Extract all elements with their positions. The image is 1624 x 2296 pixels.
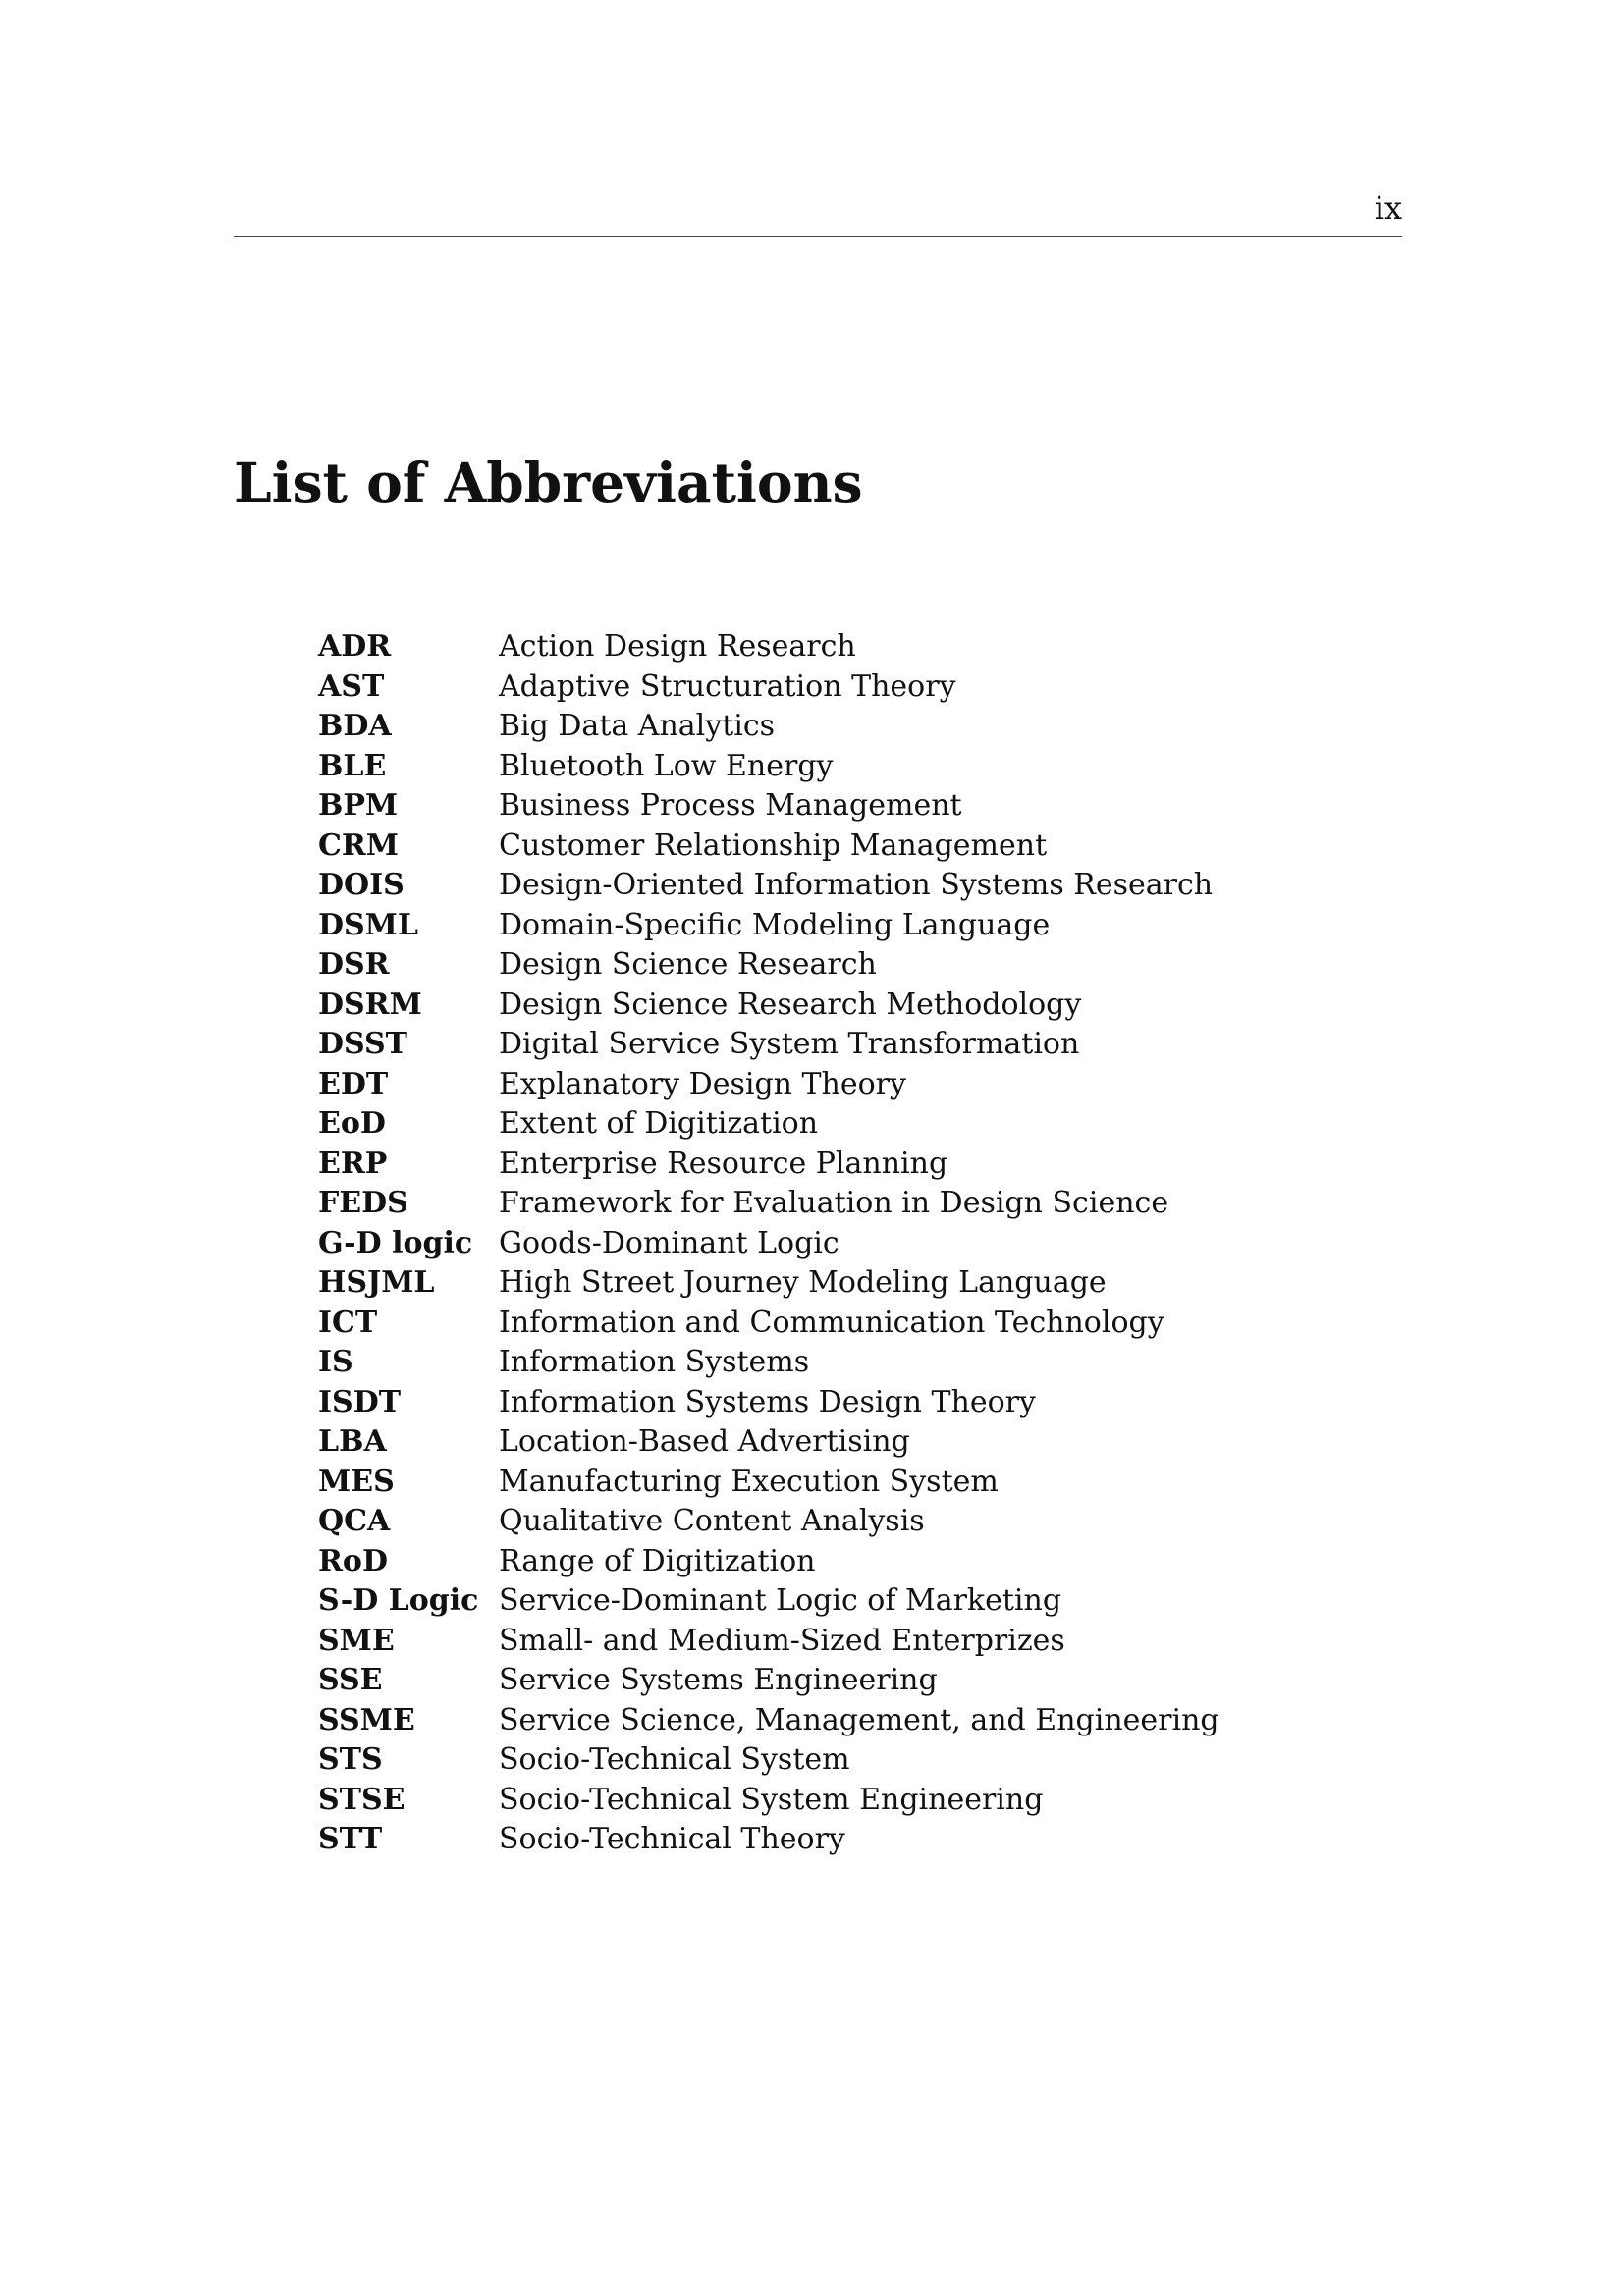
abbreviation-term: AST [318,668,385,704]
abbreviation-term: DSRM [318,987,422,1022]
abbreviation-definition: Business Process Management [499,788,962,823]
abbreviation-term: DOIS [318,868,405,902]
abbreviation-term: STSE [318,1782,406,1817]
abbreviation-entry [318,786,1219,827]
abbreviation-entry [318,1740,1219,1781]
abbreviation-definition: Enterprise Resource Planning [499,1146,948,1181]
abbreviation-term: SSE [318,1663,383,1697]
abbreviation-term: EDT [318,1066,389,1101]
abbreviation-definition: Socio-Technical System [499,1742,850,1777]
abbreviation-term: LBA [318,1424,387,1459]
abbreviation-definition: Qualitative Content Analysis [499,1504,925,1538]
abbreviation-definition: Design-Oriented Information Systems Research [499,868,1214,902]
abbreviation-term: STT [318,1822,383,1856]
abbreviation-entry [318,707,1219,747]
abbreviation-definition: Action Design Research [499,629,856,664]
abbreviation-term: MES [318,1464,395,1499]
abbreviation-definition: Digital Service System Transformation [499,1027,1080,1061]
abbreviation-definition: Service-Dominant Logic of Marketing [499,1583,1062,1618]
abbreviation-term: SSME [318,1702,415,1737]
page-number: ix [1374,189,1402,227]
abbreviation-entry [318,1581,1219,1622]
abbreviation-entry [318,1622,1219,1662]
abbreviation-entry [318,1463,1219,1503]
abbreviation-entry [318,1145,1219,1185]
abbreviation-definition: Range of Digitization [499,1543,816,1578]
abbreviation-term: DSR [318,947,390,982]
abbreviation-definition: Information Systems Design Theory [499,1384,1036,1419]
abbreviation-entry [318,1820,1219,1860]
abbreviation-term: STS [318,1742,383,1777]
abbreviation-term: BLE [318,748,387,783]
abbreviation-term: S-D Logic [318,1583,479,1618]
abbreviation-definition: Adaptive Structuration Theory [499,668,956,704]
abbreviation-entry [318,986,1219,1026]
abbreviation-term: DSML [318,907,418,942]
abbreviation-list [318,627,1219,1860]
abbreviation-definition: Extent of Digitization [499,1106,819,1141]
abbreviation-term: IS [318,1345,353,1379]
abbreviation-entry [318,1542,1219,1582]
abbreviation-term: RoD [318,1543,388,1578]
abbreviation-term: SME [318,1623,395,1658]
abbreviation-term: DSST [318,1027,408,1061]
abbreviation-entry [318,1343,1219,1383]
abbreviation-entry [318,1184,1219,1224]
abbreviation-entry [318,827,1219,867]
abbreviation-term: G-D logic [318,1225,473,1260]
abbreviation-entry [318,1263,1219,1304]
abbreviation-entry [318,1502,1219,1542]
abbreviation-entry [318,1104,1219,1145]
abbreviation-entry [318,1701,1219,1741]
abbreviation-definition: Service Systems Engineering [499,1663,938,1697]
abbreviation-definition: Design Science Research Methodology [499,987,1082,1022]
abbreviation-definition: Big Data Analytics [499,709,776,743]
abbreviation-term: ISDT [318,1384,402,1419]
abbreviation-definition: Goods-Dominant Logic [499,1225,839,1260]
header-rule [234,236,1402,237]
abbreviation-term: FEDS [318,1186,408,1220]
abbreviation-definition: Manufacturing Execution System [499,1464,999,1499]
abbreviation-entry [318,1661,1219,1701]
abbreviation-entry [318,1025,1219,1065]
abbreviation-entry [318,1422,1219,1463]
abbreviation-definition: Design Science Research [499,947,877,982]
abbreviation-entry [318,1781,1219,1821]
abbreviation-term: BDA [318,709,392,743]
abbreviation-term: ICT [318,1305,378,1340]
abbreviation-definition: Location-Based Advertising [499,1424,910,1459]
abbreviation-term: EoD [318,1106,386,1141]
abbreviation-definition: Bluetooth Low Energy [499,748,834,783]
abbreviation-entry [318,1224,1219,1264]
abbreviation-definition: Customer Relationship Management [499,828,1048,863]
abbreviation-entry [318,866,1219,906]
abbreviation-definition: Explanatory Design Theory [499,1066,906,1101]
abbreviation-entry [318,1383,1219,1423]
abbreviation-term: ADR [318,629,392,664]
abbreviation-term: ERP [318,1146,388,1181]
abbreviation-term: HSJML [318,1265,435,1300]
abbreviation-definition: Service Science, Management, and Engineering [499,1702,1219,1737]
abbreviation-term: QCA [318,1504,391,1538]
abbreviation-definition: Information and Communication Technology [499,1305,1164,1340]
abbreviation-definition: Framework for Evaluation in Design Science [499,1186,1169,1220]
page-title: List of Abbreviations [234,451,863,514]
abbreviation-entry [318,1304,1219,1344]
abbreviation-entry [318,667,1219,708]
abbreviation-entry [318,627,1219,667]
abbreviation-entry [318,747,1219,787]
abbreviation-term: BPM [318,788,399,823]
abbreviation-term: CRM [318,828,400,863]
abbreviation-definition: Socio-Technical Theory [499,1822,845,1856]
abbreviation-definition: Information Systems [499,1345,810,1379]
abbreviation-entry [318,1065,1219,1105]
abbreviation-definition: Socio-Technical System Engineering [499,1782,1044,1817]
abbreviation-definition: High Street Journey Modeling Language [499,1265,1107,1300]
abbreviation-definition: Small- and Medium-Sized Enterprizes [499,1623,1065,1658]
abbreviation-entry [318,945,1219,986]
abbreviation-entry [318,906,1219,946]
abbreviation-definition: Domain-Specific Modeling Language [499,907,1051,942]
